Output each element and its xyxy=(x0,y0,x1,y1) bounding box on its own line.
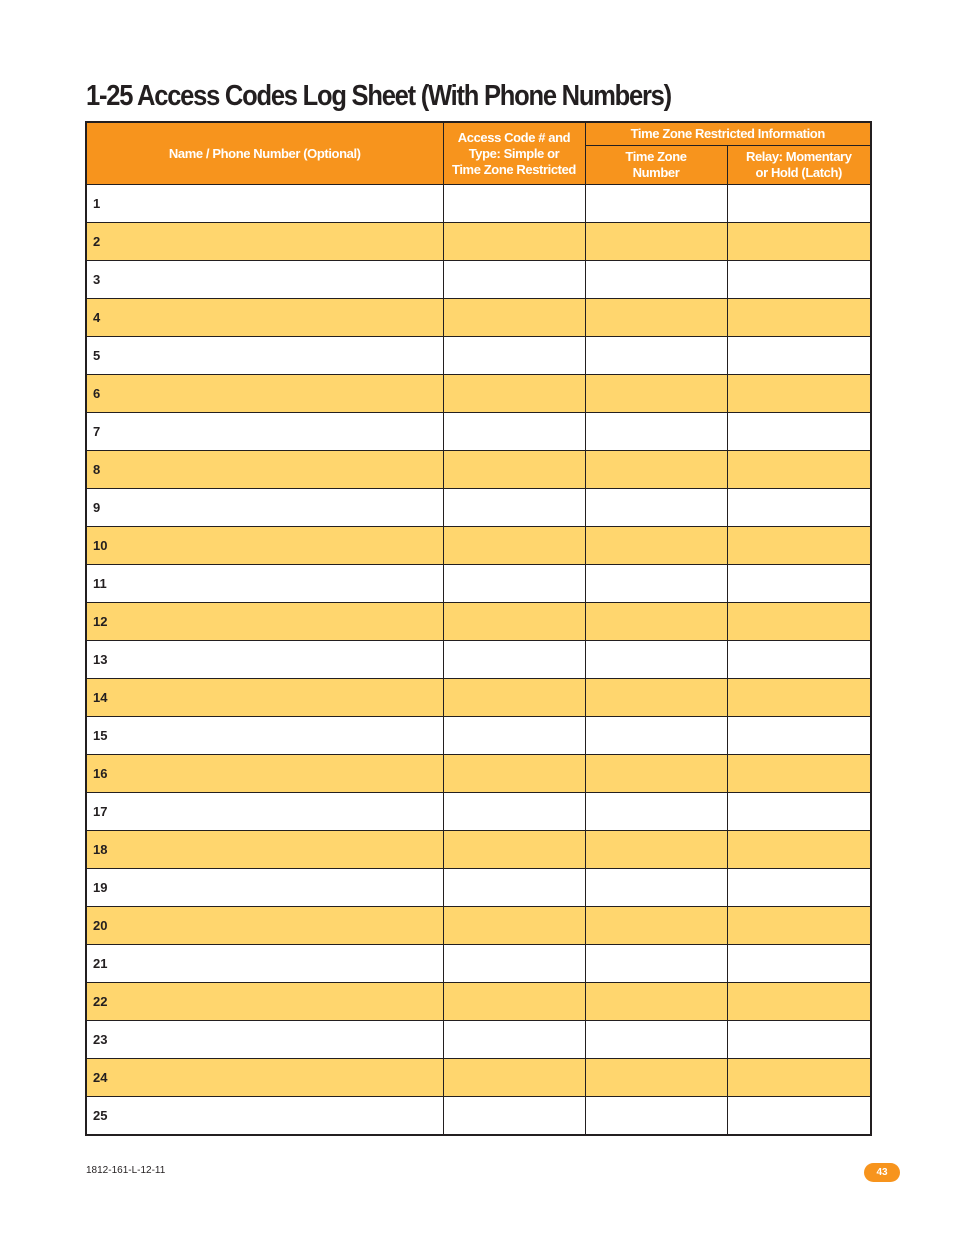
access-code-cell[interactable] xyxy=(443,185,585,223)
time-zone-number-cell[interactable] xyxy=(585,451,727,489)
access-code-cell[interactable] xyxy=(443,299,585,337)
row-number-cell[interactable]: 5 xyxy=(86,337,443,375)
time-zone-number-cell[interactable] xyxy=(585,375,727,413)
relay-cell[interactable] xyxy=(727,565,871,603)
relay-cell[interactable] xyxy=(727,223,871,261)
row-number-cell[interactable]: 16 xyxy=(86,755,443,793)
relay-cell[interactable] xyxy=(727,489,871,527)
table-row xyxy=(86,337,871,375)
row-number-cell[interactable]: 4 xyxy=(86,299,443,337)
table-row xyxy=(86,527,871,565)
table-row xyxy=(86,717,871,755)
document-number: 1812-161-L-12-11 xyxy=(86,1165,166,1176)
header-line: Access Code # and xyxy=(457,129,571,145)
row-number-cell[interactable]: 7 xyxy=(86,413,443,451)
row-number-cell[interactable]: 13 xyxy=(86,641,443,679)
time-zone-number-cell[interactable] xyxy=(585,299,727,337)
relay-cell[interactable] xyxy=(727,185,871,223)
row-number-cell[interactable]: 21 xyxy=(86,945,443,983)
access-code-cell[interactable] xyxy=(443,451,585,489)
table-row xyxy=(86,261,871,299)
relay-cell[interactable] xyxy=(727,337,871,375)
time-zone-number-cell[interactable] xyxy=(585,983,727,1021)
access-code-cell[interactable] xyxy=(443,261,585,299)
table-row xyxy=(86,983,871,1021)
access-code-cell[interactable] xyxy=(443,679,585,717)
table-row xyxy=(86,907,871,945)
page-number-badge: 43 xyxy=(864,1163,900,1182)
table-row xyxy=(86,375,871,413)
table-row xyxy=(86,869,871,907)
relay-cell[interactable] xyxy=(727,1097,871,1136)
time-zone-number-cell[interactable] xyxy=(585,1097,727,1136)
header-line: Type: Simple or xyxy=(468,145,560,161)
time-zone-number-cell[interactable] xyxy=(585,793,727,831)
access-code-cell[interactable] xyxy=(443,983,585,1021)
relay-header xyxy=(727,146,871,185)
time-zone-number-cell[interactable] xyxy=(585,413,727,451)
header-line: or Hold (Latch) xyxy=(755,165,842,180)
relay-cell[interactable] xyxy=(727,983,871,1021)
time-zone-number-cell[interactable] xyxy=(585,565,727,603)
relay-cell[interactable] xyxy=(727,603,871,641)
row-number-cell[interactable]: 10 xyxy=(86,527,443,565)
row-number-cell[interactable]: 1 xyxy=(86,185,443,223)
table-row xyxy=(86,641,871,679)
time-zone-number-cell[interactable] xyxy=(585,603,727,641)
row-number-cell[interactable]: 14 xyxy=(86,679,443,717)
table-row xyxy=(86,793,871,831)
table-row xyxy=(86,603,871,641)
table-row xyxy=(86,299,871,337)
relay-cell[interactable] xyxy=(727,451,871,489)
access-code-cell[interactable] xyxy=(443,831,585,869)
time-zone-number-cell[interactable] xyxy=(585,945,727,983)
row-number-cell[interactable]: 23 xyxy=(86,1021,443,1059)
time-zone-number-cell[interactable] xyxy=(585,1021,727,1059)
header-line: Time Zone xyxy=(625,149,687,164)
table-row xyxy=(86,1021,871,1059)
time-zone-number-cell[interactable] xyxy=(585,261,727,299)
access-code-cell[interactable] xyxy=(443,907,585,945)
log-rows xyxy=(86,185,871,1136)
access-code-cell[interactable] xyxy=(443,565,585,603)
access-code-cell[interactable] xyxy=(443,717,585,755)
time-zone-number-cell[interactable] xyxy=(585,337,727,375)
row-number-cell[interactable]: 6 xyxy=(86,375,443,413)
row-number-cell[interactable]: 18 xyxy=(86,831,443,869)
table-row xyxy=(86,489,871,527)
row-number-cell[interactable]: 11 xyxy=(86,565,443,603)
access-code-cell[interactable] xyxy=(443,641,585,679)
access-code-cell[interactable] xyxy=(443,223,585,261)
access-codes-log-table xyxy=(85,121,872,1136)
relay-cell[interactable] xyxy=(727,945,871,983)
relay-cell[interactable] xyxy=(727,679,871,717)
table-row xyxy=(86,831,871,869)
access-code-cell[interactable] xyxy=(443,603,585,641)
time-zone-number-cell[interactable] xyxy=(585,489,727,527)
table-row xyxy=(86,679,871,717)
table-row xyxy=(86,223,871,261)
name-phone-header: Name / Phone Number (Optional) xyxy=(86,122,443,185)
access-code-cell[interactable] xyxy=(443,527,585,565)
time-zone-number-cell[interactable] xyxy=(585,907,727,945)
time-zone-number-cell[interactable] xyxy=(585,641,727,679)
time-zone-number-cell[interactable] xyxy=(585,679,727,717)
time-zone-number-cell[interactable] xyxy=(585,869,727,907)
relay-cell[interactable] xyxy=(727,375,871,413)
relay-cell[interactable] xyxy=(727,793,871,831)
table-row xyxy=(86,185,871,223)
table-row xyxy=(86,755,871,793)
access-code-cell[interactable] xyxy=(443,1097,585,1136)
relay-cell[interactable] xyxy=(727,717,871,755)
relay-cell[interactable] xyxy=(727,1021,871,1059)
row-number-cell[interactable]: 3 xyxy=(86,261,443,299)
time-zone-number-cell[interactable] xyxy=(585,223,727,261)
access-code-cell[interactable] xyxy=(443,793,585,831)
row-number-cell[interactable]: 15 xyxy=(86,717,443,755)
access-code-cell[interactable] xyxy=(443,413,585,451)
access-code-cell[interactable] xyxy=(443,337,585,375)
access-code-cell[interactable] xyxy=(443,1059,585,1097)
table-row xyxy=(86,565,871,603)
access-code-type-header xyxy=(443,122,585,185)
relay-cell[interactable] xyxy=(727,907,871,945)
relay-cell[interactable] xyxy=(727,755,871,793)
relay-cell[interactable] xyxy=(727,869,871,907)
time-zone-number-cell[interactable] xyxy=(585,717,727,755)
access-code-cell[interactable] xyxy=(443,755,585,793)
relay-cell[interactable] xyxy=(727,527,871,565)
relay-cell[interactable] xyxy=(727,413,871,451)
relay-cell[interactable] xyxy=(727,299,871,337)
table-row xyxy=(86,1059,871,1097)
access-code-cell[interactable] xyxy=(443,375,585,413)
time-zone-number-cell[interactable] xyxy=(585,831,727,869)
row-number-cell[interactable]: 20 xyxy=(86,907,443,945)
page-title: 1-25 Access Codes Log Sheet (With Phone Numbers) xyxy=(86,80,671,112)
access-code-cell[interactable] xyxy=(443,945,585,983)
row-number-cell[interactable]: 8 xyxy=(86,451,443,489)
header-line: Number xyxy=(632,165,680,180)
time-zone-number-header xyxy=(585,146,727,185)
header-line: Time Zone Restricted xyxy=(452,161,576,177)
table-row xyxy=(86,945,871,983)
table-row xyxy=(86,1097,871,1136)
relay-cell[interactable] xyxy=(727,261,871,299)
row-number-cell[interactable]: 25 xyxy=(86,1097,443,1136)
access-code-cell[interactable] xyxy=(443,869,585,907)
relay-cell[interactable] xyxy=(727,1059,871,1097)
relay-cell[interactable] xyxy=(727,831,871,869)
time-zone-number-cell[interactable] xyxy=(585,1059,727,1097)
row-number-cell[interactable]: 19 xyxy=(86,869,443,907)
row-number-cell[interactable]: 2 xyxy=(86,223,443,261)
time-zone-number-cell[interactable] xyxy=(585,755,727,793)
time-zone-number-cell[interactable] xyxy=(585,185,727,223)
row-number-cell[interactable]: 24 xyxy=(86,1059,443,1097)
row-number-cell[interactable]: 17 xyxy=(86,793,443,831)
relay-cell[interactable] xyxy=(727,641,871,679)
access-code-cell[interactable] xyxy=(443,489,585,527)
table-row xyxy=(86,451,871,489)
row-number-cell[interactable]: 22 xyxy=(86,983,443,1021)
table-row xyxy=(86,413,871,451)
access-code-cell[interactable] xyxy=(443,1021,585,1059)
time-zone-group-header: Time Zone Restricted Information xyxy=(585,122,871,146)
row-number-cell[interactable]: 12 xyxy=(86,603,443,641)
time-zone-number-cell[interactable] xyxy=(585,527,727,565)
header-line: Relay: Momentary xyxy=(745,149,852,164)
row-number-cell[interactable]: 9 xyxy=(86,489,443,527)
